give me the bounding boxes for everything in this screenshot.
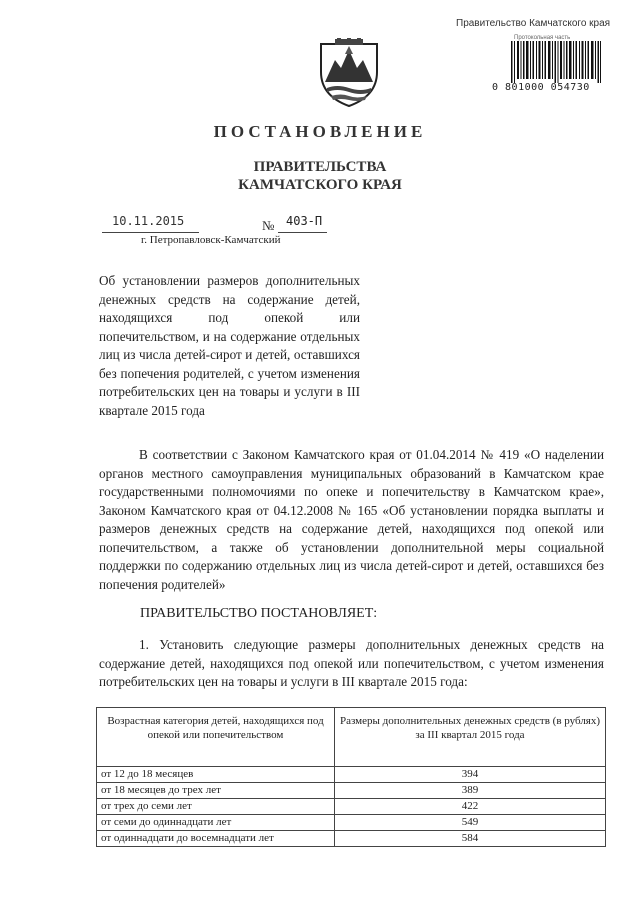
row-category: от одиннадцати до восемнадцати лет bbox=[97, 831, 335, 847]
row-category: от семи до одиннадцати лет bbox=[97, 815, 335, 831]
table-row bbox=[97, 815, 606, 831]
row-category: от 12 до 18 месяцев bbox=[97, 767, 335, 783]
barcode bbox=[511, 41, 601, 83]
row-amount: 584 bbox=[335, 831, 606, 847]
table-row bbox=[97, 783, 606, 799]
date-underline bbox=[102, 232, 199, 233]
row-category: от 18 месяцев до трех лет bbox=[97, 783, 335, 799]
number-label: № bbox=[262, 218, 275, 233]
row-category: от трех до семи лет bbox=[97, 799, 335, 815]
page-title: ПОСТАНОВЛЕНИЕ bbox=[213, 122, 427, 141]
row-amount: 389 bbox=[335, 783, 606, 799]
issuer-line-1: ПРАВИТЕЛЬСТВА bbox=[253, 159, 387, 175]
table-row bbox=[97, 831, 606, 847]
header-amount: Размеры дополнительных денежных средств (в рублях) за III квартал 2015 года bbox=[335, 708, 606, 767]
document-number: 403-П bbox=[286, 214, 323, 228]
item-1-paragraph: 1. Установить следующие размеры дополнительных денежных средств на содержание детей, находящихся под опекой или попечительством, с учетом изменения потребительских цен на товары и услуги в III квартале 2015 года: bbox=[99, 637, 604, 689]
decree-heading: ПРАВИТЕЛЬСТВО ПОСТАНОВЛЯЕТ: bbox=[140, 606, 378, 621]
coat-of-arms-icon bbox=[317, 38, 381, 108]
table-row bbox=[97, 767, 606, 783]
issuer-line-2: КАМЧАТСКОГО КРАЯ bbox=[238, 177, 402, 193]
preamble-paragraph: В соответствии с Законом Камчатского края от 01.04.2014 № 419 «О наделении органов местного самоуправления муниципальных образований в Камчатском крае государственными полномочиями по опеке и попечительству в Камчатском крае», Законом Камчатского края от 04.12.2008 № 165 «Об установлении порядка выплаты и размеров денежных средств на содержание детей, находящихся под опекой или попечительством, а также об установлении дополнительной меры социальной поддержки по содержанию отдельных лиц из числа детей-сирот и детей, оставшихся без попечения родителей» bbox=[99, 447, 604, 592]
document-date: 10.11.2015 bbox=[112, 214, 185, 228]
row-amount: 422 bbox=[335, 799, 606, 815]
table-row bbox=[97, 799, 606, 815]
issuer bbox=[0, 158, 640, 194]
table-header-row bbox=[97, 708, 606, 767]
document-subject: Об установлении размеров дополнительных денежных средств на содержание детей, находящихся под опекой или попечительством, и на содержание отдельных лиц из числа детей-сирот и детей, оставшихся без попечения родителей, с учетом изменения потребительских цен на товары и услуги в III квартале 2015 года bbox=[99, 273, 360, 418]
number-underline bbox=[278, 232, 327, 233]
stamp-note: Протокольная часть bbox=[514, 35, 571, 41]
row-amount: 394 bbox=[335, 767, 606, 783]
header-category: Возрастная категория детей, находящихся под опекой или попечительством bbox=[97, 708, 335, 767]
rates-table bbox=[96, 707, 606, 847]
document-city: г. Петропавловск-Камчатский bbox=[141, 234, 281, 246]
stamp-org: Правительство Камчатского края bbox=[456, 18, 611, 29]
barcode-number: 0 801000 054730 bbox=[492, 82, 590, 93]
row-amount: 549 bbox=[335, 815, 606, 831]
